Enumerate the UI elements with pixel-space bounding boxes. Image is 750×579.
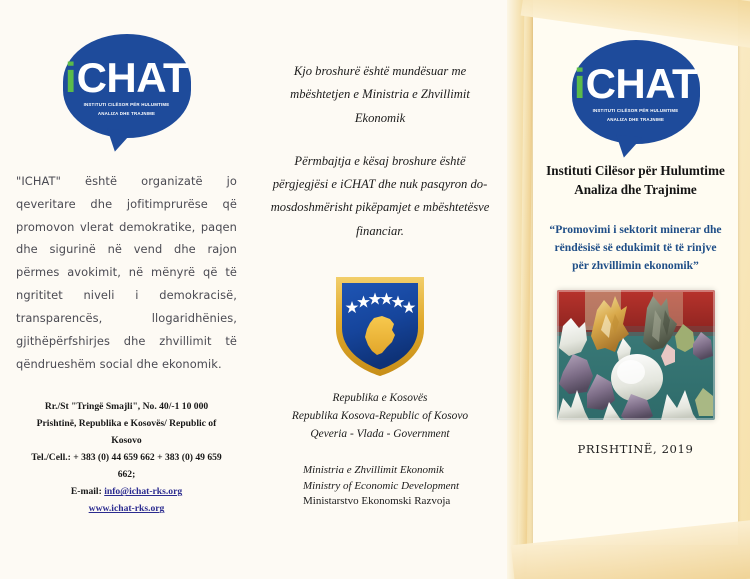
- funding-note-block: [267, 60, 493, 243]
- gov-line-1: Republika e Kosovës: [332, 392, 428, 405]
- ichat-logo-cover: [572, 40, 700, 144]
- logo-word-chat-cover: CHAT: [585, 59, 698, 107]
- logo-container-right: [533, 40, 738, 144]
- emblem-container: [267, 271, 493, 379]
- cover-card: [533, 0, 738, 545]
- panel-left: [0, 0, 253, 579]
- logo-wordmark-cover: [573, 59, 698, 107]
- mineral-photo-graphic: [557, 290, 715, 420]
- logo-wordmark: [64, 53, 189, 101]
- logo-letter-i-cover: i: [573, 59, 586, 107]
- phone-line-1: Tel./Cell.: + 383 (0) 44 659 662 + 383 (0) 49 659: [31, 452, 222, 464]
- logo-letter-i: i: [64, 53, 77, 101]
- speech-bubble-icon: [63, 34, 191, 138]
- kosovo-coat-of-arms-icon: [332, 271, 428, 379]
- address-line-2: Prishtinë, Republika e Kosovës/ Republic of: [36, 418, 217, 430]
- logo-tagline-line2-cover: ANALIZA DHE TRAJNIME: [606, 117, 665, 122]
- logo-word-chat: CHAT: [76, 53, 189, 101]
- funding-note: Kjo broshurë është mundësuar me mbështetjen e Ministria e Zhvillimit Ekonomik: [290, 64, 470, 125]
- email-label: E-mail:: [70, 486, 102, 498]
- panel-middle: [253, 0, 507, 579]
- contact-block: [16, 398, 237, 517]
- organization-description: "ICHAT" është organizatë jo qeveritare dhe jofitimprurëse që promovon vlerat demokratike, paqen dhe sigurinë në vend dhe rajon përmes avokimit, në mënyrë që të ngrititet niveli i demokracisë, transparencës, llogaridhënies, gjithëpërfshirjes dhe zhvillimit të qëndrueshëm social dhe ekonomik.: [16, 174, 237, 371]
- website-row: [16, 500, 237, 517]
- cover-place-year: PRISHTINË, 2019: [577, 442, 694, 457]
- email-row: [16, 483, 237, 500]
- gov-line-3: Qeveria - Vlada - Government: [310, 428, 450, 441]
- ministry-line-2: Ministry of Economic Development: [303, 479, 460, 492]
- email-link[interactable]: info@ichat-rks.org: [104, 486, 183, 498]
- address-line-3: Kosovo: [111, 435, 142, 447]
- ministry-line-3: Ministarstvo Ekonomski Razvoja: [303, 495, 451, 508]
- disclaimer-note: Përmbajtja e kësaj broshure është përgjegjësi e iCHAT dhe nuk pasqyron do-mosdoshmërisht pikëpamjet e mbështetësve financiar.: [270, 153, 490, 238]
- logo-tagline-line1: INSTITUTI CILËSOR PËR HULUMTIME: [83, 101, 170, 107]
- panel-right-cover: [507, 0, 750, 579]
- ichat-logo: [63, 34, 191, 138]
- ministry-line-1: Ministria e Zhvillimit Ekonomik: [303, 464, 444, 477]
- logo-tagline-line2: ANALIZA DHE TRAJNIME: [97, 111, 156, 116]
- mineral-specimens-photo: [557, 290, 715, 420]
- address-line-1: Rr./St "Tringë Smajli", No. 40/-1 10 000: [44, 401, 209, 412]
- website-link[interactable]: www.ichat-rks.org: [88, 503, 165, 515]
- gov-line-2: Republika Kosova-Republic of Kosovo: [291, 410, 469, 423]
- logo-tagline-line1-cover: INSTITUTI CILËSOR PËR HULUMTIME: [592, 107, 679, 113]
- cover-title: Instituti Cilësor për Hulumtime Analiza dhe Trajnime: [546, 163, 725, 197]
- government-block: [267, 389, 493, 443]
- ministry-block: [267, 463, 493, 510]
- phone-line-2: 662;: [117, 469, 136, 481]
- cover-quote: “Promovimi i sektorit minerar dhe rëndësisë së edukimit të të rinjve për zhvillimin ekonomik”: [549, 223, 722, 272]
- logo-container-left: [16, 0, 237, 138]
- speech-bubble-icon-cover: [572, 40, 700, 144]
